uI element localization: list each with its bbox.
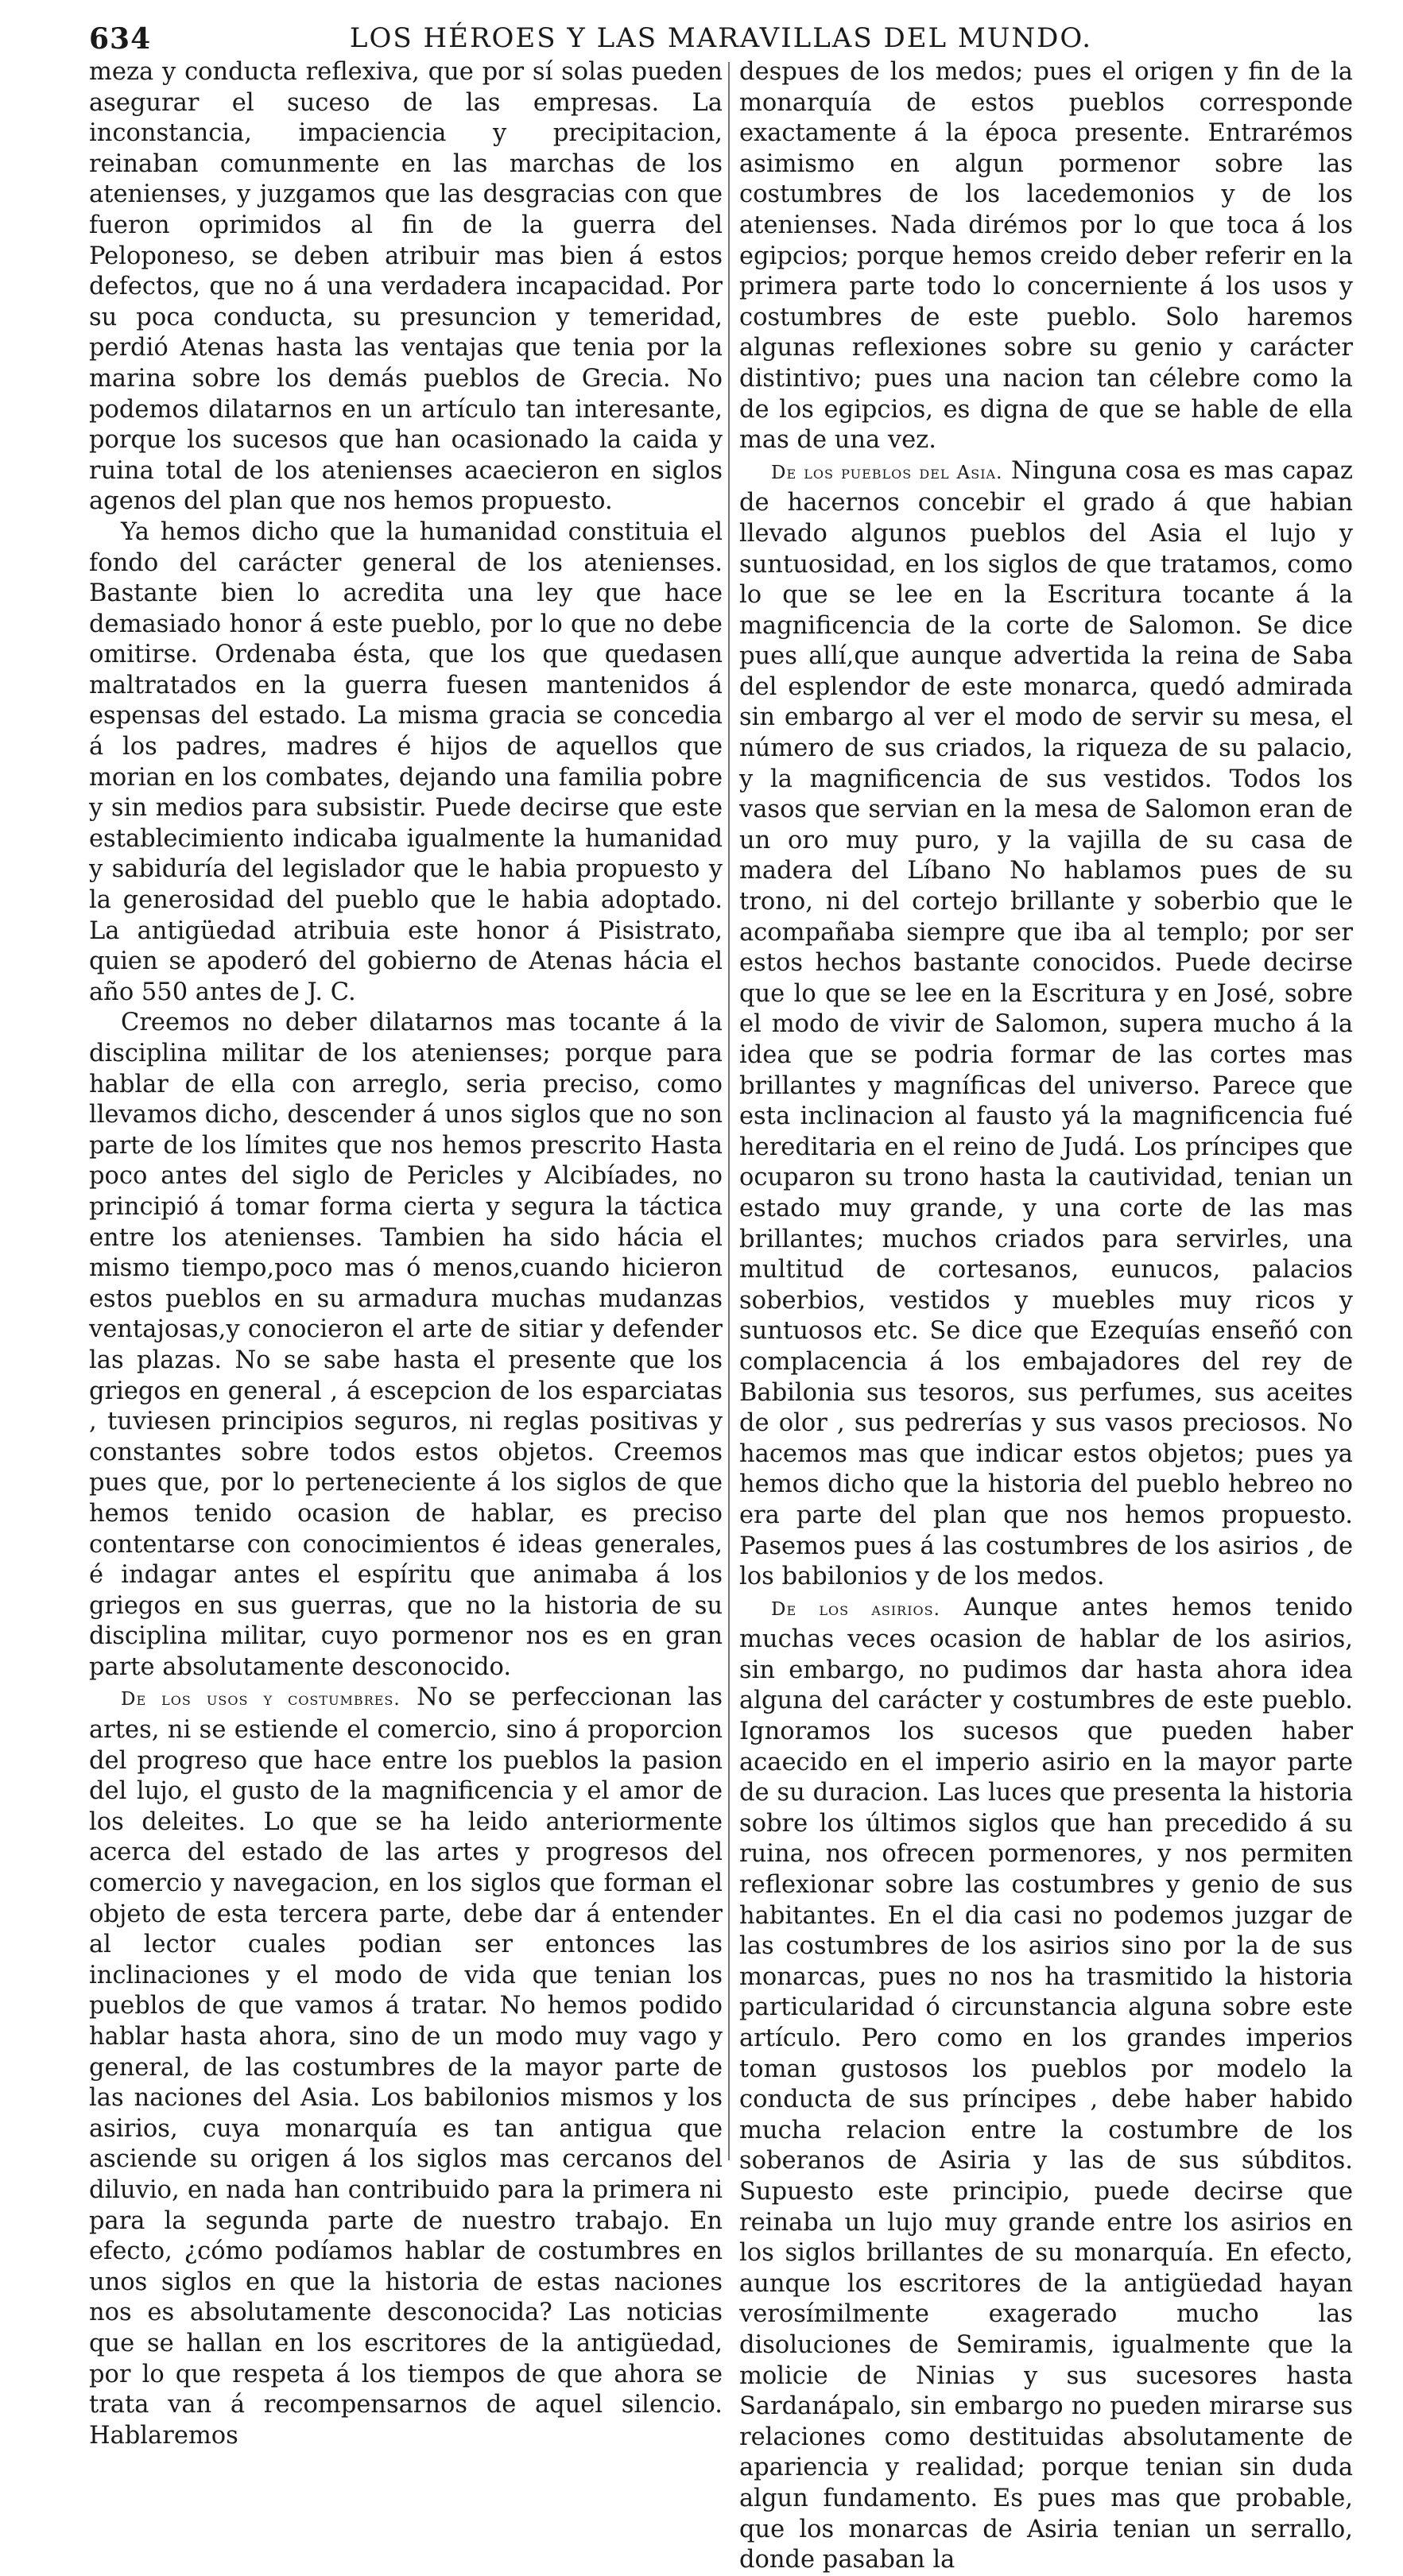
section-paragraph	[739, 1593, 1353, 2576]
left-column	[89, 57, 723, 2450]
section-body: No se perfeccionan las artes, ni se estiende el comercio, sino á proporcion del progreso que hace entre los pueblos la pasion del lujo, el gusto de la magnificencia y el amor de los deleites. Lo que se ha leido anteriormente acerca del estado de las artes y progresos del comercio y navegacion, en los siglos que forman el objeto de esta tercera parte, debe dar á entender al lector cuales podian ser entonces las inclinaciones y el modo de vida que tenian los pueblos de que vamos á tratar. No hemos podido hablar hasta ahora, sino de un modo muy vago y general, de las costumbres de la mayor parte de las naciones del Asia. Los babilonios mismos y los asirios, cuya monarquía es tan antigua que asciende su origen á los siglos mas cercanos del diluvio, en nada han contribuido para la primera ni para la segunda parte de nuestro trabajo. En efecto, ¿cómo podíamos hablar de costumbres en unos siglos en que la historia de estas naciones nos es absolutamente desconocida? Las noticias que se hallan en los escritores de la antigüedad, por lo que respeta á los tiempos de que ahora se trata van á recompensarnos de aquel silencio. Hablaremos	[89, 1683, 723, 2450]
paragraph: Creemos no deber dilatarnos mas tocante á la disciplina militar de los atenienses; porque para hablar de ella con arreglo, seria preciso, como llevamos dicho, descender á unos siglos que no son parte de los límites que nos hemos prescrito Hasta poco antes del siglo de Pericles y Alcibíades, no principió á tomar forma cierta y segura la táctica entre los atenienses. Tambien ha sido hácia el mismo tiempo,poco mas ó menos,cuando hicieron estos pueblos en su armadura muchas mudanzas ventajosas,y conocieron el arte de sitiar y defender las plazas. No se sabe hasta el presente que los griegos en general , á escepcion de los esparciatas , tuviesen principios seguros, ni reglas positivas y constantes sobre todos estos objetos. Creemos pues que, por lo perteneciente á los siglos de que hemos tenido ocasion de hablar, es preciso contentarse con conocimientos é ideas generales, é indagar antes el espíritu que animaba á los griegos en sus guerras, que no la historia de su disciplina militar, cuyo pormenor nos es en gran parte absolutamente desconocido.	[89, 1009, 723, 1681]
section-heading: De los asirios.	[771, 1598, 940, 1620]
section-body: Ninguna cosa es mas capaz de hacernos concebir el grado á que habian llevado algunos pueblos del Asia el lujo y suntuosidad, en los siglos de que tratamos, como lo que se lee en la Escritura tocante á la magnificencia de la corte de Salomon. Se dice pues allí,que aunque advertida la reina de Saba del esplendor de este monarca, quedó admirada sin embargo al ver el modo de servir su mesa, el número de sus criados, la riqueza de su palacio, y la magnificencia de sus vestidos. Todos los vasos que servian en la mesa de Salomon eran de un oro muy puro, y la vajilla de su casa de madera del Líbano No hablamos pues de su trono, ni del cortejo brillante y soberbio que le acompañaba siempre que iba al templo; por ser estos hechos bastante conocidos. Puede decirse que lo que se lee en la Escritura y en José, sobre el modo de vivir de Salomon, supera mucho á la idea que se podria formar de las cortes mas brillantes y magníficas del universo. Parece que esta inclinacion al fausto yá la magnificencia fué hereditaria en el reino de Judá. Los príncipes que ocuparon su trono hasta la cautividad, tenian un estado muy grande, y una corte de las mas brillantes; muchos criados para servirles, una multitud de cortesanos, eunucos, palacios soberbios, vestidos y muebles muy ricos y suntuosos etc. Se dice que Ezequías enseñó con complacencia á los embajadores del rey de Babilonia sus tesoros, sus perfumes, sus aceites de olor , sus pedrerías y sus vasos preciosos. No hacemos mas que indicar estos objetos; pues ya hemos dicho que la historia del pueblo hebreo no era parte del plan que nos hemos propuesto. Pasemos pues á las costumbres de los asirios , de los babilonios y de los medos.	[739, 456, 1353, 1591]
column-rule	[728, 62, 730, 2160]
page-number: 634	[89, 22, 152, 56]
paragraph: despues de los medos; pues el origen y fin de la monarquía de estos pueblos corresponde exactamente á la época presente. Entrarémos asimismo en algun pormenor sobre las costumbres de los lacedemonios y de los atenienses. Nada dirémos por lo que toca á los egipcios; porque hemos creido deber referir en la primera parte todo lo concerniente á los usos y costumbres de este pueblo. Solo haremos algunas reflexiones sobre su genio y carácter distintivo; pues una nacion tan célebre como la de los egipcios, es digna de que se hable de ella mas de una vez.	[739, 58, 1353, 455]
paragraph: meza y conducta reflexiva, que por sí solas pueden asegurar el suceso de las empresas. La inconstancia, impaciencia y precipitacion, reinaban comunmente en las marchas de los atenienses, y juzgamos que las desgracias con que fueron oprimidos al fin de la guerra del Peloponeso, se deben atribuir mas bien á estos defectos, que no á una verdadera incapacidad. Por su poca conducta, su presuncion y temeridad, perdió Atenas hasta las ventajas que tenia por la marina sobre los demás pueblos de Grecia. No podemos dilatarnos en un artículo tan interesante, porque los sucesos que han ocasionado la caida y ruina total de los atenienses acaecieron en siglos agenos del plan que nos hemos propuesto.	[89, 58, 723, 516]
section-body: Aunque antes hemos tenido muchas veces ocasion de hablar de los asirios, sin embargo, no pudimos dar hasta ahora idea alguna del carácter y costumbres de este pueblo. Ignoramos los sucesos que pueden haber acaecido en el imperio asirio en la mayor parte de su duracion. Las luces que presenta la historia sobre los últimos siglos que han precedido á su ruina, nos ofrecen pormenores, y nos permiten reflexionar sobre las costumbres y genio de sus habitantes. En el dia casi no podemos juzgar de las costumbres de los asirios sino por la de sus monarcas, pues no nos ha trasmitido la historia particularidad ó circunstancia alguna sobre este artículo. Pero como en los grandes imperios toman gustosos los pueblos por modelo la conducta de sus príncipes , debe haber habido mucha relacion entre la costumbre de los soberanos de Asiria y las de sus súbditos. Supuesto este principio, puede decirse que reinaba un lujo muy grande entre los asirios en los siglos brillantes de su monarquía. En efecto, aunque los escritores de la antigüedad hayan verosímilmente exagerado mucho las disoluciones de Semiramis, igualmente que la molicie de Ninias y sus sucesores hasta Sardanápalo, sin embargo no pueden mirarse sus relaciones como destituidas absolutamente de apariencia y realidad; porque tenian sin duda algun fundamento. Es pues mas que probable, que los monarcas de Asiria tenian un serrallo, donde pasaban la	[739, 1593, 1353, 2574]
running-title: LOS HÉROES Y LAS MARAVILLAS DEL MUNDO.	[349, 22, 1093, 54]
section-paragraph	[739, 456, 1353, 1593]
paragraph: Ya hemos dicho que la humanidad constituia el fondo del carácter general de los atenienses. Bastante bien lo acredita una ley que hace demasiado honor á este pueblo, por lo que no debe omitirse. Ordenaba ésta, que los que quedasen maltratados en la guerra fuesen mantenidos á espensas del estado. La misma gracia se concedia á los padres, madres é hijos de aquellos que morian en los combates, dejando una familia pobre y sin medios para subsistir. Puede decirse que este establecimiento indicaba igualmente la humanidad y sabiduría del legislador que le habia propuesto y la generosidad del pueblo que le habia adoptado. La antigüedad atribuia este honor á Pisistrato, quien se apoderó del gobierno de Atenas hácia el año 550 antes de J. C.	[89, 517, 723, 1006]
section-heading: De los usos y costumbres.	[121, 1689, 401, 1710]
page-header	[89, 8, 1353, 56]
section-heading: De los pueblos del Asia.	[771, 462, 1003, 483]
right-column	[739, 57, 1353, 2574]
section-paragraph	[89, 1683, 723, 2451]
